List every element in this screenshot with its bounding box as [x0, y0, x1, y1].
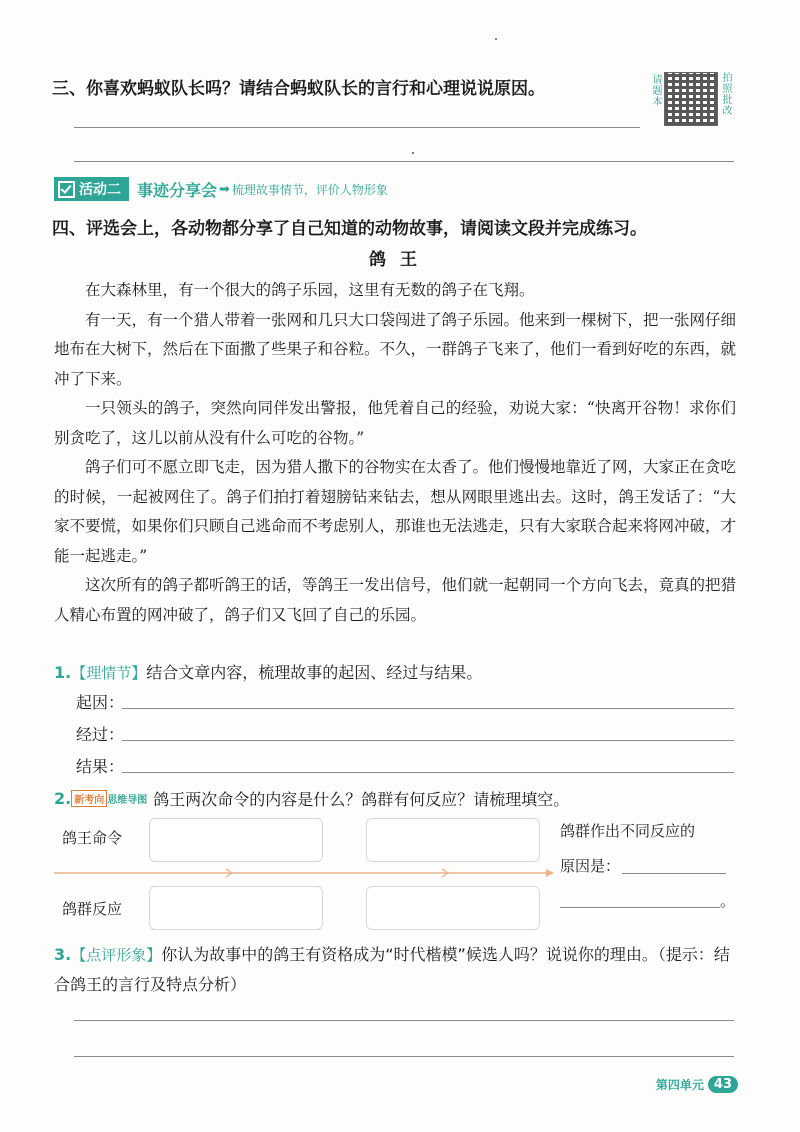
checkbox-icon	[58, 181, 75, 198]
new-trend-badge: 新考向	[71, 790, 107, 807]
row-label-flock-reaction: 鸽群反应	[62, 900, 123, 918]
subquestion-1-tag: 【理情节】	[71, 664, 147, 682]
story-paragraph: 这次所有的鸽子都听鸽王的话，等鸽王一发出信号，他们就一起朝同一个方向飞去，竟真的把猎人精心布置的网冲破了，鸽子们又飞回了自己的乐园。	[54, 576, 737, 624]
subquestion-3	[54, 940, 744, 999]
story-paragraph: 有一天，有一个猎人带着一张网和几只大口袋闯进了鸽子乐园。他来到一棵树下，把一张网仔细地布在大树下，然后在下面撒了些果子和谷粒。不久，一群鸽子飞来了，他们一看到好吃的东西，就冲了下来。	[54, 310, 737, 388]
mind-map-badge: 思维导图	[107, 795, 148, 806]
subquestion-1-number: 1.	[54, 663, 72, 682]
story-paragraph: 鸽子们可不愿立即飞走，因为猎人撒下的谷物实在太香了。他们慢慢地靠近了网，大家正在贪吃的时候，一起被网住了。鸽子们拍打着翅膀钻来钻去，想从网眼里逃出去。这时，鸽王发话了：“大家不要慌，如果你们只顾自己逃命而不考虑别人，那谁也无法逃走，只有大家联合起来将网冲破，才能一起逃走。”	[54, 458, 737, 565]
speck	[412, 152, 414, 154]
activity-label	[54, 177, 129, 201]
page-footer	[656, 1076, 738, 1093]
command-box-2[interactable]	[366, 818, 540, 862]
reason-prompt-line2: 原因是：	[560, 857, 621, 875]
answer-line[interactable]	[74, 1056, 734, 1057]
unit-label: 第四单元	[655, 1078, 704, 1092]
answer-line[interactable]	[74, 127, 640, 128]
reason-answer-line[interactable]	[622, 873, 726, 874]
result-answer-line[interactable]	[122, 772, 734, 773]
qr-label-right: 拍照批改	[720, 72, 731, 116]
subquestion-2	[54, 787, 569, 810]
activity-banner	[54, 177, 388, 201]
subquestion-3-text: 你认为故事中的鸽王有资格成为“时代楷模”候选人吗？说说你的理由。（提示：结合鸽王的言行及特点分析）	[54, 945, 730, 994]
answer-line[interactable]	[74, 161, 734, 162]
reason-end-punctuation: 。	[720, 892, 736, 910]
question-3-text: 三、你喜欢蚂蚁队长吗？请结合蚂蚁队长的言行和心理说说原因。	[52, 79, 545, 99]
field-label-process: 经过：	[76, 725, 125, 744]
subquestion-2-number: 2.	[54, 789, 72, 808]
reason-prompt-line1: 鸽群作出不同反应的	[560, 822, 696, 840]
row-label-king-command: 鸽王命令	[62, 829, 123, 847]
reaction-box-2[interactable]	[366, 886, 540, 930]
story-title: 鸽王	[369, 250, 431, 270]
command-box-1[interactable]	[149, 818, 323, 862]
subquestion-3-number: 3.	[54, 945, 72, 964]
cause-answer-line[interactable]	[122, 708, 734, 709]
story-paragraph: 在大森林里，有一个很大的鸽子乐园，这里有无数的鸽子在飞翔。	[85, 281, 535, 299]
reaction-box-1[interactable]	[149, 886, 323, 930]
activity-label-text: 活动二	[79, 182, 121, 198]
subquestion-3-tag: 【点评形象】	[71, 946, 162, 964]
activity-title: 事迹分享会	[137, 180, 218, 200]
story-paragraph: 一只领头的鸽子，突然向同伴发出警报，他凭着自己的经验，劝说大家：“快离开谷物！求你们别贪吃了，这儿以前从没有什么可吃的谷物。”	[54, 399, 736, 447]
subquestion-2-text: 鸽王两次命令的内容是什么？鸽群有何反应？请梳理填空。	[153, 790, 570, 809]
question-4-text: 四、评选会上，各动物都分享了自己知道的动物故事，请阅读文段并完成练习。	[52, 219, 647, 239]
page-number: 43	[708, 1076, 738, 1093]
timeline-arrow	[54, 868, 554, 878]
reason-answer-line-2[interactable]	[560, 907, 720, 908]
subquestion-1-text: 结合文章内容，梳理故事的起因、经过与结果。	[146, 663, 483, 682]
story-body	[54, 276, 736, 630]
qr-code-icon[interactable]	[664, 72, 718, 126]
field-label-result: 结果：	[76, 757, 125, 776]
activity-subtitle: 梳理故事情节，评价人物形象	[231, 182, 388, 197]
answer-line[interactable]	[74, 1020, 734, 1021]
process-answer-line[interactable]	[122, 740, 734, 741]
subquestion-1	[54, 660, 482, 683]
speck	[495, 38, 497, 40]
field-label-cause: 起因：	[76, 693, 125, 712]
qr-label-left: 请题本	[650, 74, 661, 107]
arrow-right-icon: ➡	[219, 181, 230, 197]
